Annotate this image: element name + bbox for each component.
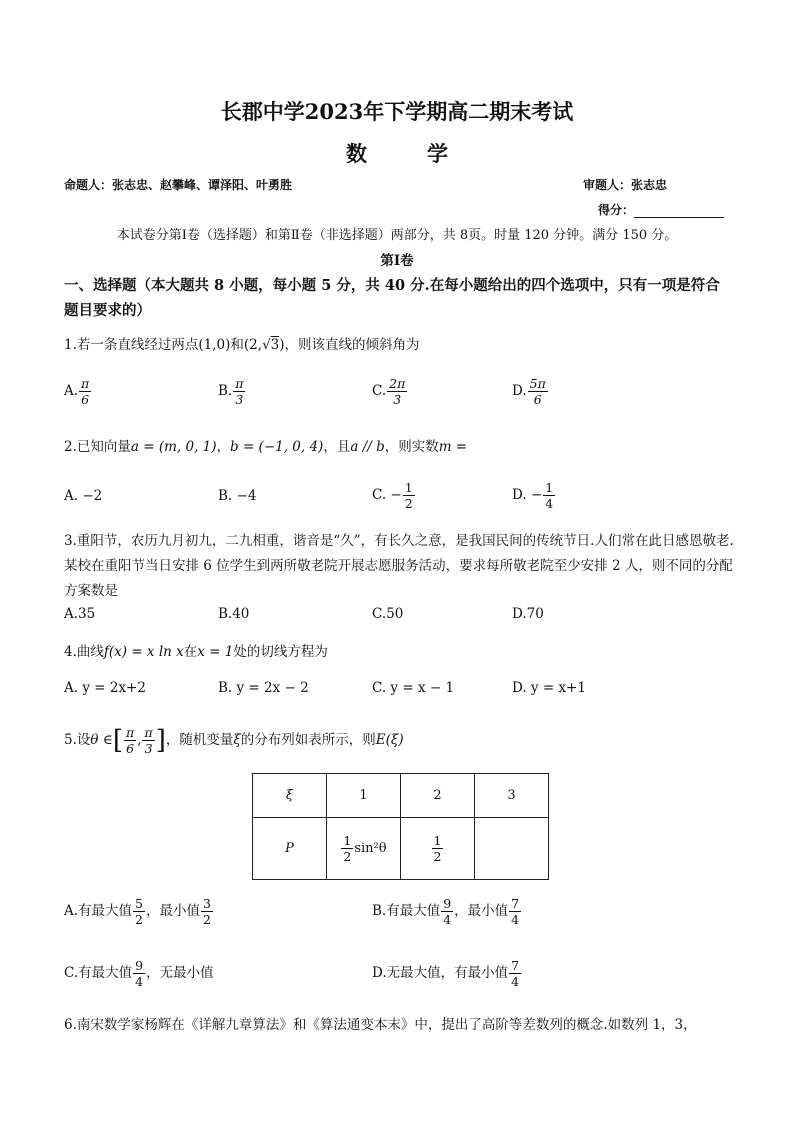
table-header-xi: ξ [253,774,327,818]
table-cell-p2: $\frac{1}{2}$ [401,818,475,880]
score-field [598,201,724,218]
q2-option-d[interactable]: D. − $\frac{1}{4}$ [512,480,554,511]
question-6-stem: 6.南宋数学家杨辉在《详解九章算法》和《算法通变本末》中，提出了高阶等差数列的概念.如数列 1，3， [64,1017,697,1033]
q3-option-c[interactable]: C.50 [372,606,404,622]
table-cell-p1: $\frac{1}{2}$ sin²θ [327,818,401,880]
distribution-table [252,773,549,880]
q1-option-b[interactable]: B. $\frac{\pi}{3}$ [218,376,244,407]
q1-option-c[interactable]: C. $\frac{2\pi}{3}$ [372,376,406,407]
setters: 命题人：张志忠、赵攀峰、谭泽阳、叶勇胜 [64,178,293,192]
table-header-2: 2 [401,774,475,818]
q3-option-a[interactable]: A.35 [64,606,96,622]
section-heading: 一、选择题（本大题共 8 小题，每小题 5 分，共 40 分.在每小题给出的四个选项中，只有一项是符合题目要求的） [64,277,720,319]
question-1-stem: 1.若一条直线经过两点(1,0)和(2,√3)，则该直线的倾斜角为 [64,337,420,353]
score-blank [634,205,724,218]
score-label: 得分： [598,203,635,217]
question-3-stem: 3.重阳节，农历九月初九，二九相重，谐音是“久”，有长久之意，是我国民间的传统节日.人们常在此日感恩敬老.某校在重阳节当日安排 6 位学生到两所敬老院开展志愿服务活动，要求每所敬老院至少安排 2 人，则不同的分配方案数是 [64,533,734,599]
volume-title: 第Ⅰ卷 [380,253,414,269]
table-label-p: P [253,818,327,880]
q1-option-d[interactable]: D. $\frac{5\pi}{6}$ [512,376,546,407]
question-5-stem: 5.设θ ∈[ $\frac{\pi}{6}$ , $\frac{\pi}{3}$ ]，随机变量ξ的分布列如表所示，则E(ξ) [64,725,404,756]
q4-option-a[interactable]: A. y = 2x+2 [64,680,146,696]
q2-option-c[interactable]: C. − $\frac{1}{2}$ [372,480,413,511]
reviewer: 审题人：张志忠 [583,178,668,192]
question-2-stem: 2.已知向量a = (m, 0, 1)，b = (−1, 0, 4)，且a // b，则实数m = [64,439,468,455]
q3-option-b[interactable]: B.40 [218,606,250,622]
q3-option-d[interactable]: D.70 [512,606,544,622]
q2-option-b[interactable]: B. −4 [218,488,257,504]
q4-option-b[interactable]: B. y = 2x − 2 [218,680,309,696]
q5-option-a[interactable]: A.有最大值 $\frac{5}{2}$ ，最小值 $\frac{3}{2}$ [64,896,211,927]
table-header-1: 1 [327,774,401,818]
exam-title: 长郡中学2023年下学期高二期末考试 [220,99,574,124]
exam-intro: 本试卷分第Ⅰ卷（选择题）和第Ⅱ卷（非选择题）两部分，共 8页。时量 120 分钟。满分 150 分。 [116,228,678,243]
table-header-3: 3 [475,774,549,818]
q5-option-d[interactable]: D.无最大值，有最小值 $\frac{7}{4}$ [372,958,520,989]
q4-option-d[interactable]: D. y = x+1 [512,680,586,696]
subject-title: 数学 [346,141,508,166]
table-cell-p3 [475,818,549,880]
question-4-stem: 4.曲线f(x) = x ln x在x = 1处的切线方程为 [64,644,328,660]
q2-option-a[interactable]: A. −2 [64,488,103,504]
q4-option-c[interactable]: C. y = x − 1 [372,680,455,696]
q5-option-c[interactable]: C.有最大值 $\frac{9}{4}$ ，无最小值 [64,958,214,989]
q1-option-a[interactable]: A. $\frac{\pi}{6}$ [64,376,90,407]
q5-option-b[interactable]: B.有最大值 $\frac{9}{4}$ ，最小值 $\frac{7}{4}$ [372,896,520,927]
